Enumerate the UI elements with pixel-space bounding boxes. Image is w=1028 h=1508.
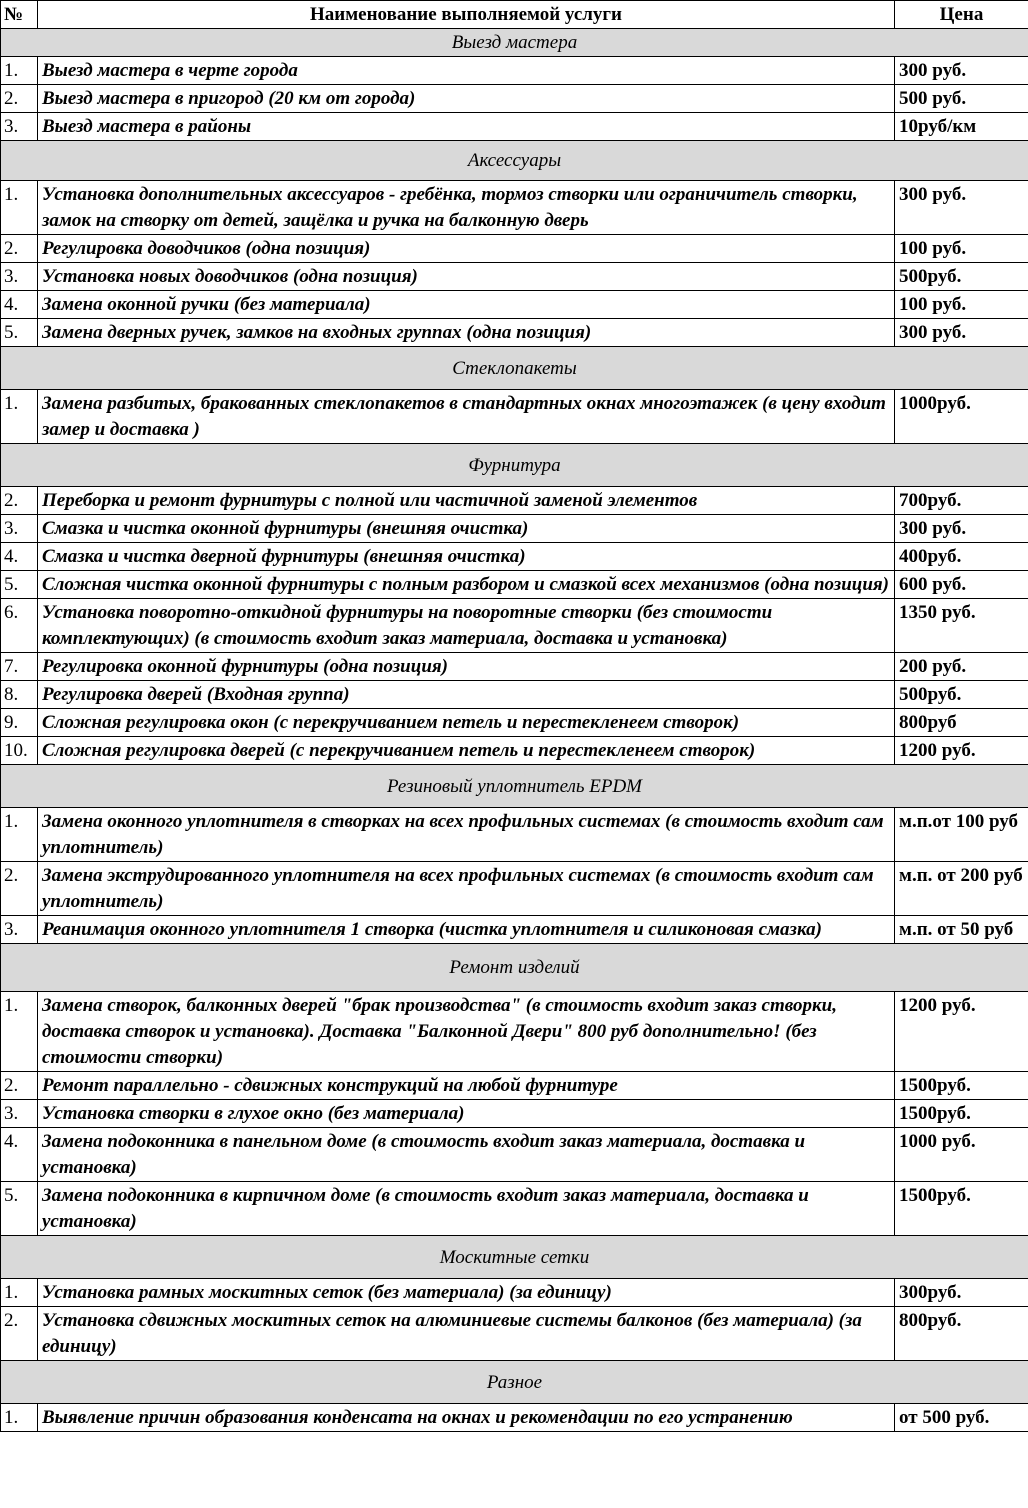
service-name: Выезд мастера в районы <box>38 113 895 141</box>
service-name: Регулировка оконной фурнитуры (одна позиция) <box>38 653 895 681</box>
header-row <box>1 1 1028 29</box>
service-name: Сложная регулировка дверей (с перекручиванием петель и перестекленеем створок) <box>38 737 895 765</box>
section-header-row <box>1 29 1028 57</box>
section-title: Стеклопакеты <box>1 347 1028 390</box>
service-name: Установка рамных москитных сеток (без материала) (за единицу) <box>38 1279 895 1307</box>
header-price: Цена <box>895 1 1028 29</box>
row-number: 3. <box>1 263 38 291</box>
row-number: 1. <box>1 1404 38 1432</box>
section-header-row <box>1 944 1028 992</box>
table-row <box>1 709 1028 737</box>
service-price: 500руб. <box>895 263 1028 291</box>
service-name: Замена подоконника в панельном доме (в стоимость входит заказ материала, доставка и установка) <box>38 1128 895 1182</box>
service-price: 1500руб. <box>895 1072 1028 1100</box>
section-title: Аксессуары <box>1 141 1028 181</box>
table-row <box>1 319 1028 347</box>
service-price: 100 руб. <box>895 235 1028 263</box>
service-price: 1000 руб. <box>895 1128 1028 1182</box>
table-row <box>1 916 1028 944</box>
section-title: Выезд мастера <box>1 29 1028 57</box>
row-number: 4. <box>1 543 38 571</box>
row-number: 3. <box>1 113 38 141</box>
table-row <box>1 1182 1028 1236</box>
table-row <box>1 57 1028 85</box>
table-row <box>1 1072 1028 1100</box>
header-num: № <box>1 1 38 29</box>
service-name: Установка поворотно-откидной фурнитуры на поворотные створки (без стоимости комплектующих) (в стоимость входит заказ материала, доставка и установка) <box>38 599 895 653</box>
row-number: 9. <box>1 709 38 737</box>
section-title: Москитные сетки <box>1 1236 1028 1279</box>
row-number: 4. <box>1 1128 38 1182</box>
service-price: 1350 руб. <box>895 599 1028 653</box>
table-row <box>1 992 1028 1072</box>
service-price: м.п. от 200 руб <box>895 862 1028 916</box>
service-name: Регулировка доводчиков (одна позиция) <box>38 235 895 263</box>
row-number: 2. <box>1 487 38 515</box>
service-price: 1500руб. <box>895 1182 1028 1236</box>
section-header-row <box>1 1236 1028 1279</box>
section-header-row <box>1 141 1028 181</box>
table-row <box>1 543 1028 571</box>
service-name: Выезд мастера в пригород (20 км от города) <box>38 85 895 113</box>
service-name: Смазка и чистка оконной фурнитуры (внешняя очистка) <box>38 515 895 543</box>
service-name: Замена оконной ручки (без материала) <box>38 291 895 319</box>
row-number: 5. <box>1 571 38 599</box>
service-price: 500 руб. <box>895 85 1028 113</box>
table-row <box>1 1128 1028 1182</box>
row-number: 3. <box>1 515 38 543</box>
service-name: Регулировка дверей (Входная группа) <box>38 681 895 709</box>
table-row <box>1 181 1028 235</box>
service-name: Смазка и чистка дверной фурнитуры (внешняя очистка) <box>38 543 895 571</box>
section-header-row <box>1 1361 1028 1404</box>
table-row <box>1 515 1028 543</box>
service-name: Установка сдвижных москитных сеток на алюминиевые системы балконов (без материала) (за единицу) <box>38 1307 895 1361</box>
header-name: Наименование выполняемой услуги <box>38 1 895 29</box>
table-row <box>1 862 1028 916</box>
service-price: 600 руб. <box>895 571 1028 599</box>
service-name: Установка новых доводчиков (одна позиция) <box>38 263 895 291</box>
table-row <box>1 487 1028 515</box>
service-price: 800руб. <box>895 1307 1028 1361</box>
section-header-row <box>1 444 1028 487</box>
row-number: 1. <box>1 808 38 862</box>
row-number: 1. <box>1 57 38 85</box>
table-row <box>1 571 1028 599</box>
service-price: м.п. от 50 руб <box>895 916 1028 944</box>
service-name: Замена подоконника в кирпичном доме (в стоимость входит заказ материала, доставка и установка) <box>38 1182 895 1236</box>
table-body <box>1 29 1028 1432</box>
service-price: 700руб. <box>895 487 1028 515</box>
table-row <box>1 1307 1028 1361</box>
row-number: 4. <box>1 291 38 319</box>
table-row <box>1 737 1028 765</box>
service-price: 200 руб. <box>895 653 1028 681</box>
service-name: Замена оконного уплотнителя в створках на всех профильных системах (в стоимость входит сам уплотнитель) <box>38 808 895 862</box>
service-price: м.п.от 100 руб <box>895 808 1028 862</box>
table-row <box>1 113 1028 141</box>
row-number: 2. <box>1 235 38 263</box>
service-name: Замена створок, балконных дверей "брак производства" (в стоимость входит заказ створки, доставка створок и установка). Доставка "Балконной Двери" 800 руб дополнительно! (без стоимости створки) <box>38 992 895 1072</box>
service-name: Замена дверных ручек, замков на входных группах (одна позиция) <box>38 319 895 347</box>
service-price: 300 руб. <box>895 57 1028 85</box>
table-row <box>1 808 1028 862</box>
service-price: 500руб. <box>895 681 1028 709</box>
table-row <box>1 1100 1028 1128</box>
row-number: 2. <box>1 85 38 113</box>
service-name: Замена разбитых, бракованных стеклопакетов в стандартных окнах многоэтажек (в цену входит замер и доставка ) <box>38 390 895 444</box>
table-row <box>1 1404 1028 1432</box>
row-number: 1. <box>1 181 38 235</box>
row-number: 2. <box>1 1307 38 1361</box>
service-name: Замена экструдированного уплотнителя на всех профильных системах (в стоимость входит сам уплотнитель) <box>38 862 895 916</box>
service-name: Сложная регулировка окон (с перекручиванием петель и перестекленеем створок) <box>38 709 895 737</box>
service-price: 1200 руб. <box>895 737 1028 765</box>
section-title: Разное <box>1 1361 1028 1404</box>
service-price: 300руб. <box>895 1279 1028 1307</box>
service-name: Выявление причин образования конденсата на окнах и рекомендации по его устранению <box>38 1404 895 1432</box>
service-price: от 500 руб. <box>895 1404 1028 1432</box>
section-title: Резиновый уплотнитель EPDM <box>1 765 1028 808</box>
table-row <box>1 653 1028 681</box>
row-number: 6. <box>1 599 38 653</box>
table-row <box>1 681 1028 709</box>
service-name: Ремонт параллельно - сдвижных конструкций на любой фурнитуре <box>38 1072 895 1100</box>
row-number: 1. <box>1 1279 38 1307</box>
service-name: Сложная чистка оконной фурнитуры с полным разбором и смазкой всех механизмов (одна позиция) <box>38 571 895 599</box>
section-header-row <box>1 347 1028 390</box>
row-number: 2. <box>1 1072 38 1100</box>
section-title: Фурнитура <box>1 444 1028 487</box>
row-number: 3. <box>1 1100 38 1128</box>
row-number: 2. <box>1 862 38 916</box>
service-price: 100 руб. <box>895 291 1028 319</box>
section-title: Ремонт изделий <box>1 944 1028 992</box>
table-row <box>1 599 1028 653</box>
table-row <box>1 263 1028 291</box>
service-price: 400руб. <box>895 543 1028 571</box>
service-price: 1500руб. <box>895 1100 1028 1128</box>
service-name: Установка створки в глухое окно (без материала) <box>38 1100 895 1128</box>
row-number: 5. <box>1 1182 38 1236</box>
row-number: 3. <box>1 916 38 944</box>
service-price: 300 руб. <box>895 181 1028 235</box>
row-number: 1. <box>1 390 38 444</box>
service-price: 10руб/км <box>895 113 1028 141</box>
service-name: Установка дополнительных аксессуаров - гребёнка, тормоз створки или ограничитель створки, замок на створку от детей, защёлка и ручка на балконную дверь <box>38 181 895 235</box>
row-number: 5. <box>1 319 38 347</box>
table-row <box>1 85 1028 113</box>
service-name: Переборка и ремонт фурнитуры с полной или частичной заменой элементов <box>38 487 895 515</box>
service-price: 300 руб. <box>895 515 1028 543</box>
service-name: Выезд мастера в черте города <box>38 57 895 85</box>
service-name: Реанимация оконного уплотнителя 1 створка (чистка уплотнителя и силиконовая смазка) <box>38 916 895 944</box>
service-price: 800руб <box>895 709 1028 737</box>
row-number: 8. <box>1 681 38 709</box>
section-header-row <box>1 765 1028 808</box>
row-number: 1. <box>1 992 38 1072</box>
table-row <box>1 291 1028 319</box>
table-row <box>1 235 1028 263</box>
row-number: 10. <box>1 737 38 765</box>
row-number: 7. <box>1 653 38 681</box>
service-price: 1200 руб. <box>895 992 1028 1072</box>
table-row <box>1 1279 1028 1307</box>
service-price: 1000руб. <box>895 390 1028 444</box>
table-row <box>1 390 1028 444</box>
service-price: 300 руб. <box>895 319 1028 347</box>
